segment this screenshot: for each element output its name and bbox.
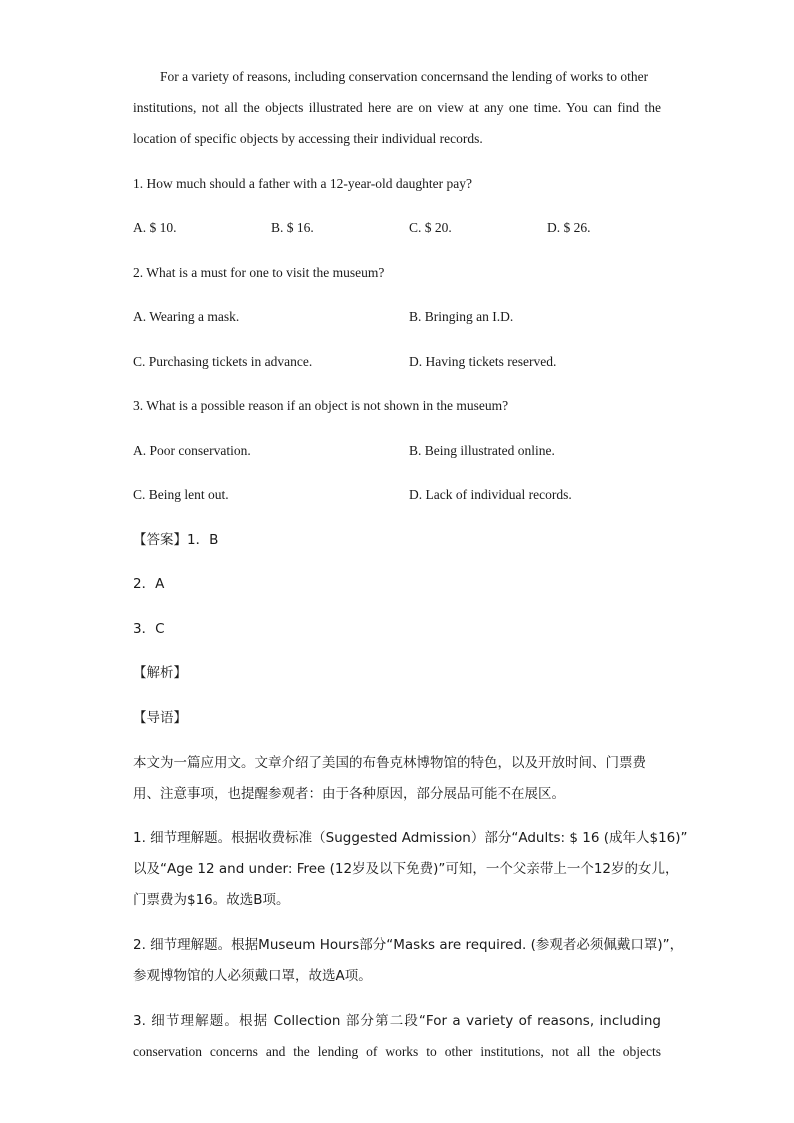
intro-line: 本文为一篇应用文。文章介绍了美国的布鲁克林博物馆的特色，以及开放时间、门票费 bbox=[133, 755, 646, 771]
answer-item: 2．A bbox=[133, 576, 165, 592]
passage-line: institutions, not all the objects illustrated here are on view at any one time. You can find the bbox=[133, 100, 661, 115]
explanation-line: 2. 细节理解题。根据Museum Hours部分“Masks are required. (参观者必须佩戴口罩)”， bbox=[133, 937, 684, 953]
intro-label: 【导语】 bbox=[133, 710, 187, 726]
option-d: D. Having tickets reserved. bbox=[409, 354, 557, 369]
explanation-line: 门票费为$16。故选B项。 bbox=[133, 892, 290, 908]
option-b: B. Being illustrated online. bbox=[409, 443, 555, 458]
option-c: C. $ 20. bbox=[409, 220, 452, 235]
explanation-line: 参观博物馆的人必须戴口罩，故选A项。 bbox=[133, 968, 372, 984]
option-c: C. Being lent out. bbox=[133, 487, 229, 502]
question-stem: 2. What is a must for one to visit the museum? bbox=[133, 265, 385, 280]
answer-label: 【答案】1．B bbox=[133, 532, 219, 548]
passage-line: location of specific objects by accessing their individual records. bbox=[133, 131, 483, 146]
intro-line: 用、注意事项，也提醒参观者：由于各种原因，部分展品可能不在展区。 bbox=[133, 786, 565, 802]
option-d: D. $ 26. bbox=[547, 220, 591, 235]
option-c: C. Purchasing tickets in advance. bbox=[133, 354, 313, 369]
explanation-line: 3. 细节理解题。根据 Collection 部分第二段“For a variety of reasons, including bbox=[133, 1013, 661, 1029]
explanation-line: 1. 细节理解题。根据收费标准（Suggested Admission）部分“Adults: $ 16 (成年人$16)” bbox=[133, 830, 688, 846]
option-a: A. Poor conservation. bbox=[133, 443, 251, 458]
option-b: B. $ 16. bbox=[271, 220, 314, 235]
option-a: A. Wearing a mask. bbox=[133, 309, 240, 324]
passage-line: For a variety of reasons, including conservation concernsand the lending of works to other bbox=[160, 69, 649, 84]
option-d: D. Lack of individual records. bbox=[409, 487, 572, 502]
question-stem: 1. How much should a father with a 12-year-old daughter pay? bbox=[133, 176, 472, 191]
answer-item: 3．C bbox=[133, 621, 165, 637]
analysis-label: 【解析】 bbox=[133, 665, 187, 681]
explanation-line: 以及“Age 12 and under: Free (12岁及以下免费)”可知，一个父亲带上一个12岁的女儿， bbox=[133, 861, 679, 877]
option-b: B. Bringing an I.D. bbox=[409, 309, 514, 324]
explanation-line: conservation concerns and the lending of works to other institutions, not all the objects bbox=[133, 1044, 661, 1059]
question-stem: 3. What is a possible reason if an object is not shown in the museum? bbox=[133, 398, 509, 413]
option-a: A. $ 10. bbox=[133, 220, 177, 235]
